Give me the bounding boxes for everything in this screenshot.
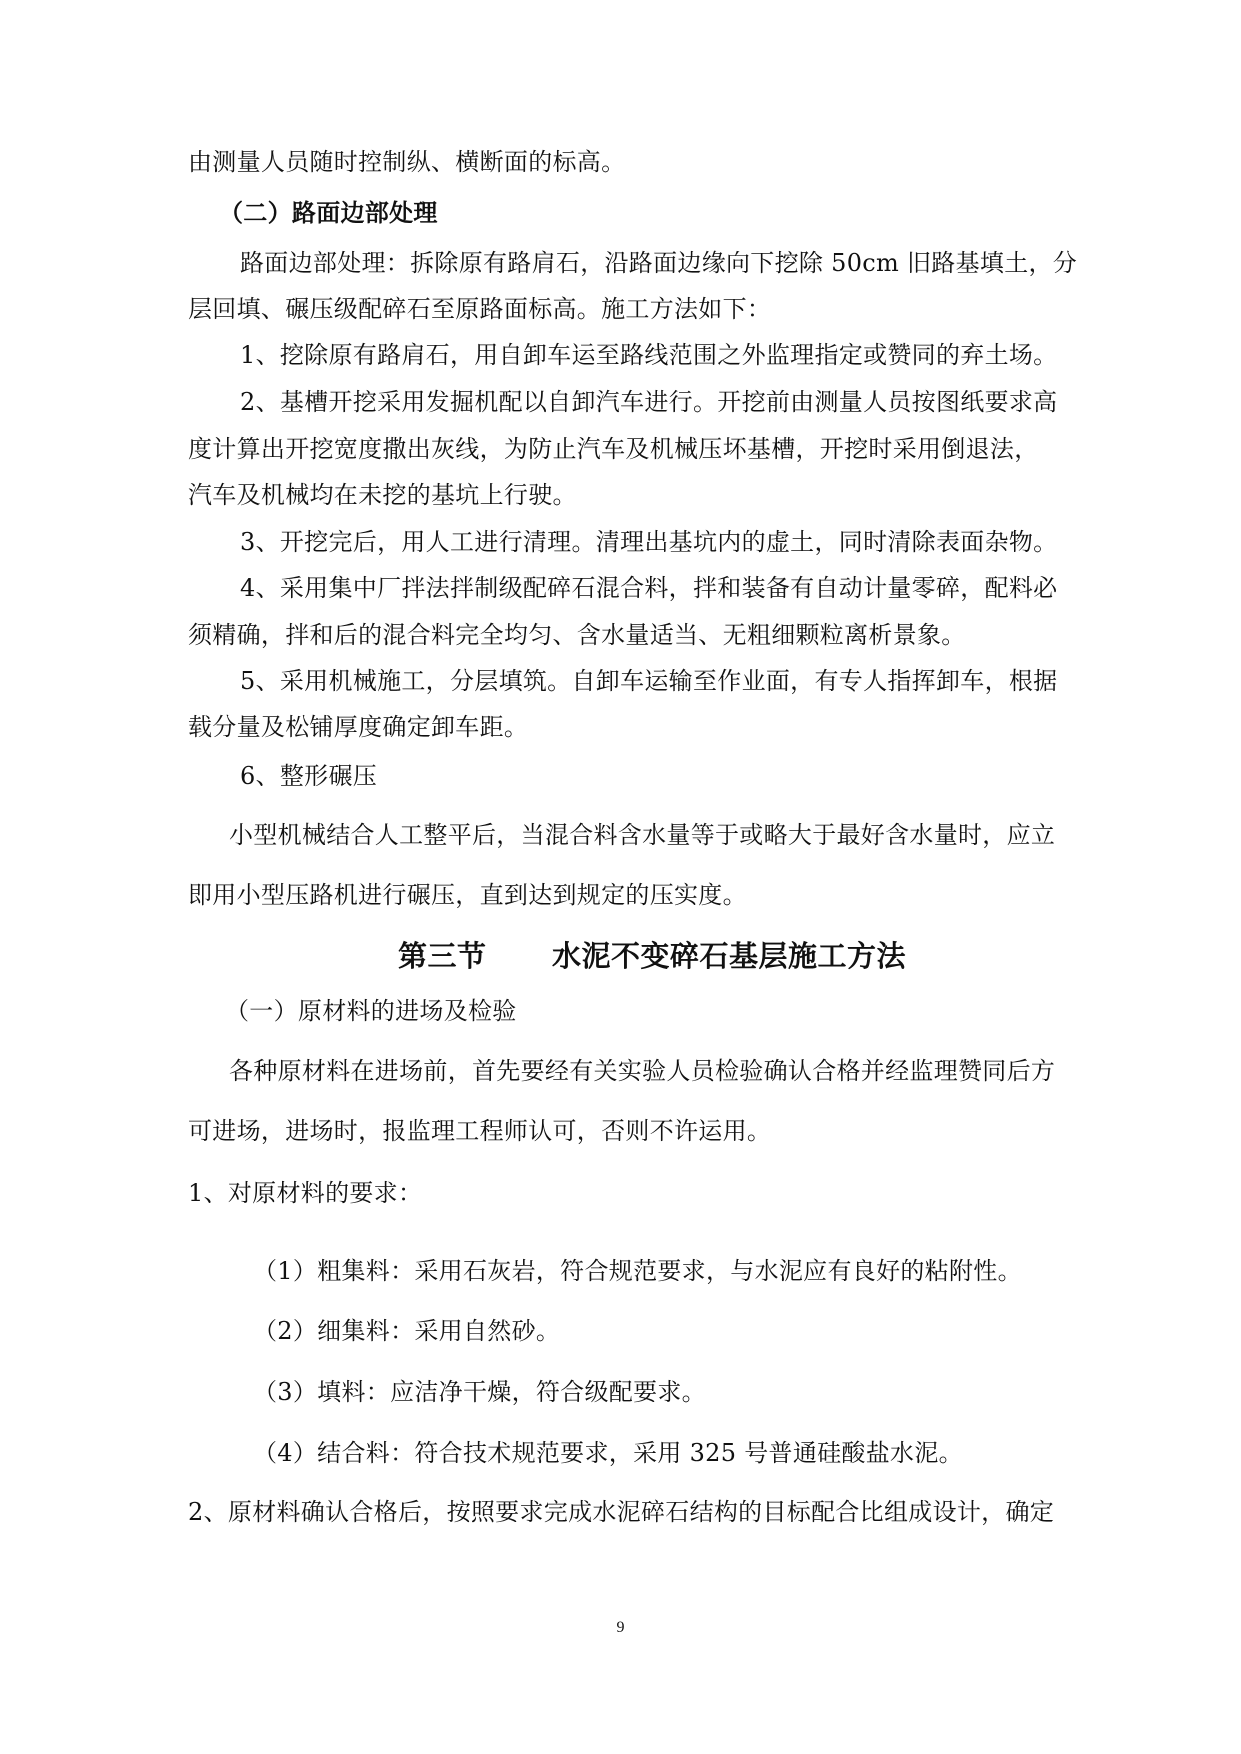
list-item: （2）细集料：采用自然砂。 (253, 1317, 561, 1345)
section-title: 水泥不变碎石基层施工方法 (552, 939, 907, 973)
paragraph-line: 小型机械结合人工整平后，当混合料含水量等于或略大于最好含水量时，应立 (229, 821, 1056, 849)
list-item: 2、基槽开挖采用发掘机配以自卸汽车进行。开挖前由测量人员按图纸要求高 (240, 388, 1058, 416)
list-item: （4）结合料：符合技术规范要求，采用 325 号普通硅酸盐水泥。 (253, 1439, 963, 1467)
list-item: （3）填料：应洁净干燥，符合级配要求。 (253, 1378, 706, 1406)
paragraph-line: 层回填、碾压级配碎石至原路面标高。施工方法如下： (188, 295, 772, 323)
list-item: （1）粗集料：采用石灰岩，符合规范要求，与水泥应有良好的粘附性。 (253, 1257, 1022, 1285)
list-item: 4、采用集中厂拌法拌制级配碎石混合料，拌和装备有自动计量零碎，配料必 (240, 574, 1058, 602)
paragraph-line: 可进场，进场时，报监理工程师认可，否则不许运用。 (188, 1117, 772, 1145)
paragraph-line: 路面边部处理：拆除原有路肩石，沿路面边缘向下挖除 50cm 旧路基填土，分 (240, 249, 1078, 277)
section-number: 第三节 (398, 939, 487, 973)
list-item: 1、对原材料的要求： (188, 1179, 423, 1207)
list-item: 1、挖除原有路肩石，用自卸车运至路线范围之外监理指定或赞同的弃土场。 (240, 341, 1058, 369)
list-item: 6、整形碾压 (240, 762, 378, 790)
paragraph-line: 度计算出开挖宽度撒出灰线，为防止汽车及机械压坏基槽，开挖时采用倒退法， (188, 435, 1039, 463)
list-item: 5、采用机械施工，分层填筑。自卸车运输至作业面，有专人指挥卸车，根据 (240, 667, 1058, 695)
paragraph-line: 即用小型压路机进行碾压，直到达到规定的压实度。 (188, 881, 747, 909)
paragraph-line: 载分量及松铺厚度确定卸车距。 (188, 713, 529, 741)
subsection-heading: （二）路面边部处理 (219, 198, 438, 227)
list-item: 3、开挖完后，用人工进行清理。清理出基坑内的虚土，同时清除表面杂物。 (240, 528, 1058, 556)
page-number: 9 (616, 1619, 625, 1636)
paragraph-line: 由测量人员随时控制纵、横断面的标高。 (188, 148, 626, 176)
subsection-heading: （一）原材料的进场及检验 (225, 997, 517, 1025)
paragraph-line: 汽车及机械均在未挖的基坑上行驶。 (188, 481, 577, 509)
paragraph-line: 须精确，拌和后的混合料完全均匀、含水量适当、无粗细颗粒离析景象。 (188, 621, 966, 649)
paragraph-line: 各种原材料在进场前，首先要经有关实验人员检验确认合格并经监理赞同后方 (229, 1057, 1056, 1085)
list-item: 2、原材料确认合格后，按照要求完成水泥碎石结构的目标配合比组成设计，确定 (188, 1498, 1055, 1526)
